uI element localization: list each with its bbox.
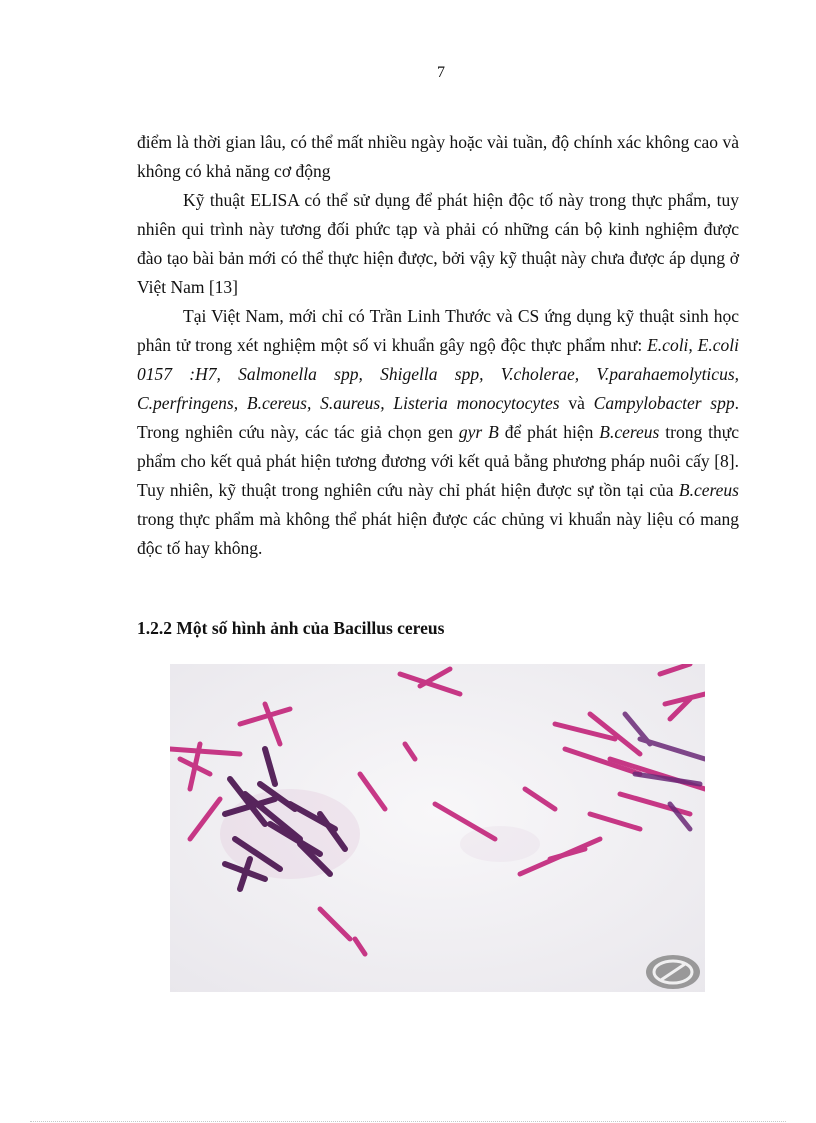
paragraph-3-species-bcereus-2: B.cereus	[678, 480, 739, 500]
paragraph-3-species-campylobacter: Campylobacter spp	[593, 393, 735, 413]
page-bottom-rule	[30, 1121, 786, 1122]
paragraph-2: Kỹ thuật ELISA có thể sử dụng để phát hiện độc tố này trong thực phẩm, tuy nhiên qui trình này tương đối phức tạp và phải có những cán bộ kinh nghiệm được đào tạo bài bản mới có thể thực hiện được, bởi vậy kỹ thuật này chưa được áp dụng ở Việt Nam [13]	[137, 190, 739, 297]
body-text	[137, 128, 739, 563]
paragraph-3-species-list: E.coli, E.coli 0157 :H7, Salmonella spp, Shigella spp, V.cholerae, V.parahaemolyticus, C.perfringens, B.cereus, S.aureus, Listeria monocytocytes	[137, 335, 739, 413]
paragraph-3-species-bcereus-1: B.cereus	[599, 422, 660, 442]
paragraph-3	[137, 302, 739, 563]
watermark-logo	[646, 955, 700, 989]
micrograph-image	[170, 664, 705, 992]
paragraph-3-text-1: Tại Việt Nam, mới chỉ có Trần Linh Thước và CS ứng dụng kỹ thuật sinh học phân tử trong xét nghiệm một số vi khuẩn gây ngộ độc thực phẩm như:	[137, 306, 739, 355]
page-number: 7	[437, 64, 445, 81]
bacillus-cereus-micrograph	[170, 664, 705, 992]
paragraph-3-text-6: trong thực phẩm mà không thể phát hiện được các chủng vi khuẩn này liệu có mang độc tố hay không.	[137, 509, 739, 558]
paragraph-1: điểm là thời gian lâu, có thể mất nhiều ngày hoặc vài tuần, độ chính xác không cao và không có khả năng cơ động	[137, 132, 739, 181]
paragraph-3-text-3: . Trong nghiên cứu này, các tác giả chọn gen	[137, 393, 739, 442]
section-heading: 1.2.2 Một số hình ảnh của Bacillus cereus	[137, 618, 445, 638]
paragraph-3-text-2: và	[559, 393, 594, 413]
paragraph-3-text-5: trong thực phẩm cho kết quả phát hiện tương đương với kết quả bằng phương pháp nuôi cấy [8]. Tuy nhiên, kỹ thuật trong nghiên cứu này chỉ phát hiện được sự tồn tại của	[137, 422, 739, 500]
paragraph-3-text-4: để phát hiện	[498, 422, 600, 442]
paragraph-3-gene-name: gyr B	[458, 422, 499, 442]
